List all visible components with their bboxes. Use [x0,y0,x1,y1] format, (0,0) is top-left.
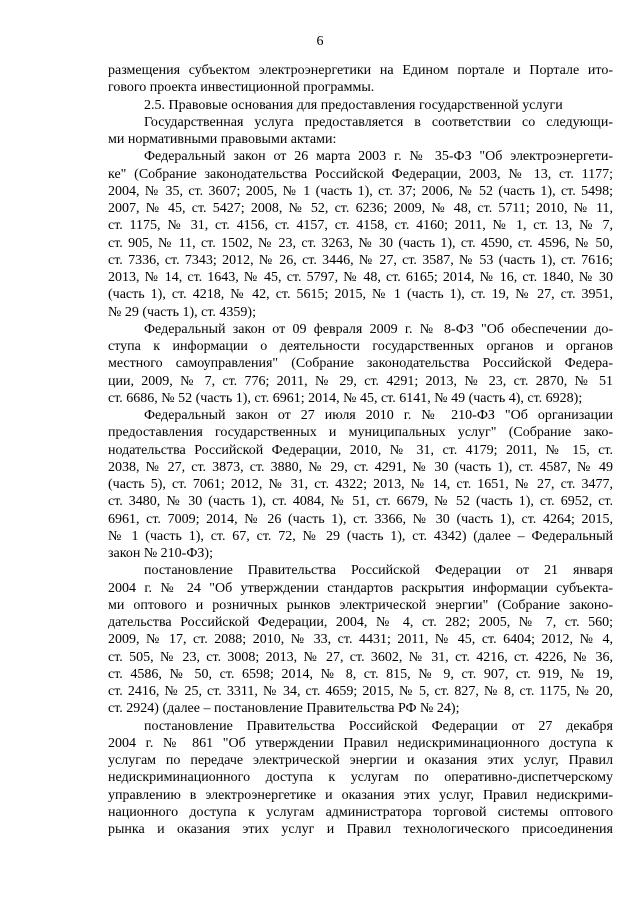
text-line: 2004 г. № 861 "Об утверждении Правил недискриминационного доступа к [108,735,613,751]
text-line: ст. 6686, № 52 (часть 1), ст. 6961; 2014, № 45, ст. 6141, № 49 (часть 4), ст. 6928); [108,390,583,406]
paragraph [108,321,613,407]
text-line: 2013, № 14, ст. 1643, № 45, ст. 5797, № 48, ст. 6165; 2014, № 16, ст. 1840, № 30 [108,270,613,285]
text-line: дательства Российской Федерации, 2004, № 4, ст. 282; 2005, № 7, ст. 560; [108,615,613,630]
text-line: рынка и оказания этих услуг и Правил технологического присоединения [108,822,613,837]
text-line: закон № 210-ФЗ); [108,546,213,561]
text-line: ции, 2009, № 7, ст. 776; 2011, № 29, ст. 4291; 2013, № 23, ст. 2870, № 51 [108,373,613,389]
text-line: местного самоуправления" (Собрание законодательства Российской Федера- [108,356,613,372]
text-line: № 29 (часть 1), ст. 4359); [108,304,256,320]
text-line: недискриминационного доступа к услугам по оперативно-диспетчерскому [108,770,613,786]
paragraph [108,114,613,149]
text-line: 2.5. Правовые основания для предоставления государственной услуги [144,97,563,113]
text-line: ст. 2416, № 25, ст. 3311, № 34, ст. 4659; 2015, № 5, ст. 827, № 8, ст. 1175, № 20, [108,684,613,699]
text-line: Государственная услуга предоставляется в соответствии со следующи- [144,114,613,130]
text-line: нодательства Российской Федерации, 2010, № 31, ст. 4179; 2011, № 15, ст. [108,442,613,458]
text-line: ст. 1175, № 31, ст. 4156, ст. 4157, ст. 4158, ст. 4160; 2011, № 1, ст. 13, № 7, [108,218,613,234]
text-line: ст. 2924) (далее – постановление Правительства РФ № 24); [108,701,460,717]
text-line: ст. 505, № 23, ст. 3008; 2013, № 27, ст. 3602, № 31, ст. 4216, ст. 4226, № 36, [108,649,613,665]
text-line: Федеральный закон от 27 июля 2010 г. № 210-ФЗ "Об организации [144,408,613,423]
text-line: 2009, № 17, ст. 2088; 2010, № 33, ст. 4431; 2011, № 45, ст. 6404; 2012, № 4, [108,632,613,648]
text-line: ми нормативными правовыми актами: [108,132,337,147]
paragraph [108,148,613,321]
text-line: 2007, № 45, ст. 5427; 2008, № 52, ст. 6236; 2009, № 48, ст. 5711; 2010, № 11, [108,201,613,216]
paragraph [108,562,613,717]
text-line: Федеральный закон от 26 марта 2003 г. № 35-ФЗ "Об электроэнергети- [144,149,613,165]
text-line: ст. 3480, № 30 (часть 1), ст. 4084, № 51, ст. 6679, № 52 (часть 1), ст. 6952, ст. [108,494,613,510]
text-line: Федеральный закон от 09 февраля 2009 г. № 8-ФЗ "Об обеспечении до- [144,321,613,337]
text-line: (часть 5), ст. 7061; 2012, № 31, ст. 4322; 2013, № 14, ст. 1651, № 27, ст. 3477, [108,477,613,492]
text-line: ст. 4586, № 50, ст. 6598; 2014, № 8, ст. 815, № 9, ст. 907, ст. 919, № 19, [108,666,613,682]
text-line: (часть 1), ст. 4218, № 42, ст. 5615; 2015, № 1 (часть 1), ст. 19, № 27, ст. 3951, [108,287,613,303]
text-line: постановление Правительства Российской Федерации от 27 декабря [144,718,613,734]
paragraph [108,718,613,839]
paragraph [108,62,613,97]
text-line: ке" (Собрание законодательства Российской Федерации, 2003, № 13, ст. 1177; [108,166,613,182]
text-line: 2004, № 35, ст. 3607; 2005, № 1 (часть 1), ст. 37; 2006, № 52 (часть 1), ст. 5498; [108,183,613,199]
text-line: ми оптового и розничных рынков электрической энергии" (Собрание законо- [108,597,613,613]
text-line: ст. 905, № 11, ст. 1502, № 23, ст. 3263, № 30 (часть 1), ст. 4590, ст. 4596, № 50, [108,235,613,251]
text-line: ступа к информации о деятельности государственных органов и органов [108,339,613,354]
text-line: услугам по передаче электрической энергии и оказания этих услуг, Правил [108,753,613,768]
text-line: национного доступа к услугам администратора торговой системы оптового [108,804,613,820]
text-line: ст. 7336, ст. 7343; 2012, № 26, ст. 3446, № 27, ст. 3587, № 53 (часть 1), ст. 7616; [108,252,613,268]
text-line: 6961, ст. 7009; 2014, № 26 (часть 1), ст. 3366, № 30 (часть 1), ст. 4264; 2015, [108,511,613,527]
text-line: предоставления государственных и муниципальных услуг" (Собрание зако- [108,425,613,441]
text-line: постановление Правительства Российской Федерации от 21 января [144,563,613,579]
document-body [108,62,613,838]
text-line: № 1 (часть 1), ст. 67, ст. 72, № 29 (часть 1), ст. 4342) (далее – Федеральный [108,528,613,544]
paragraph [108,97,613,114]
text-line: гового проекта инвестиционной программы. [108,80,375,96]
text-line: размещения субъектом электроэнергетики на Едином портале и Портале ито- [108,63,613,78]
paragraph [108,407,613,562]
page-number: 6 [316,34,324,49]
text-line: 2004 г. № 24 "Об утверждении стандартов раскрытия информации субъекта- [108,580,613,596]
text-line: управлению в электроэнергетике и оказания этих услуг, Правил недискрими- [108,787,613,803]
text-line: 2038, № 27, ст. 3873, ст. 3880, № 29, ст. 4291, № 30 (часть 1), ст. 4587, № 49 [108,459,613,475]
